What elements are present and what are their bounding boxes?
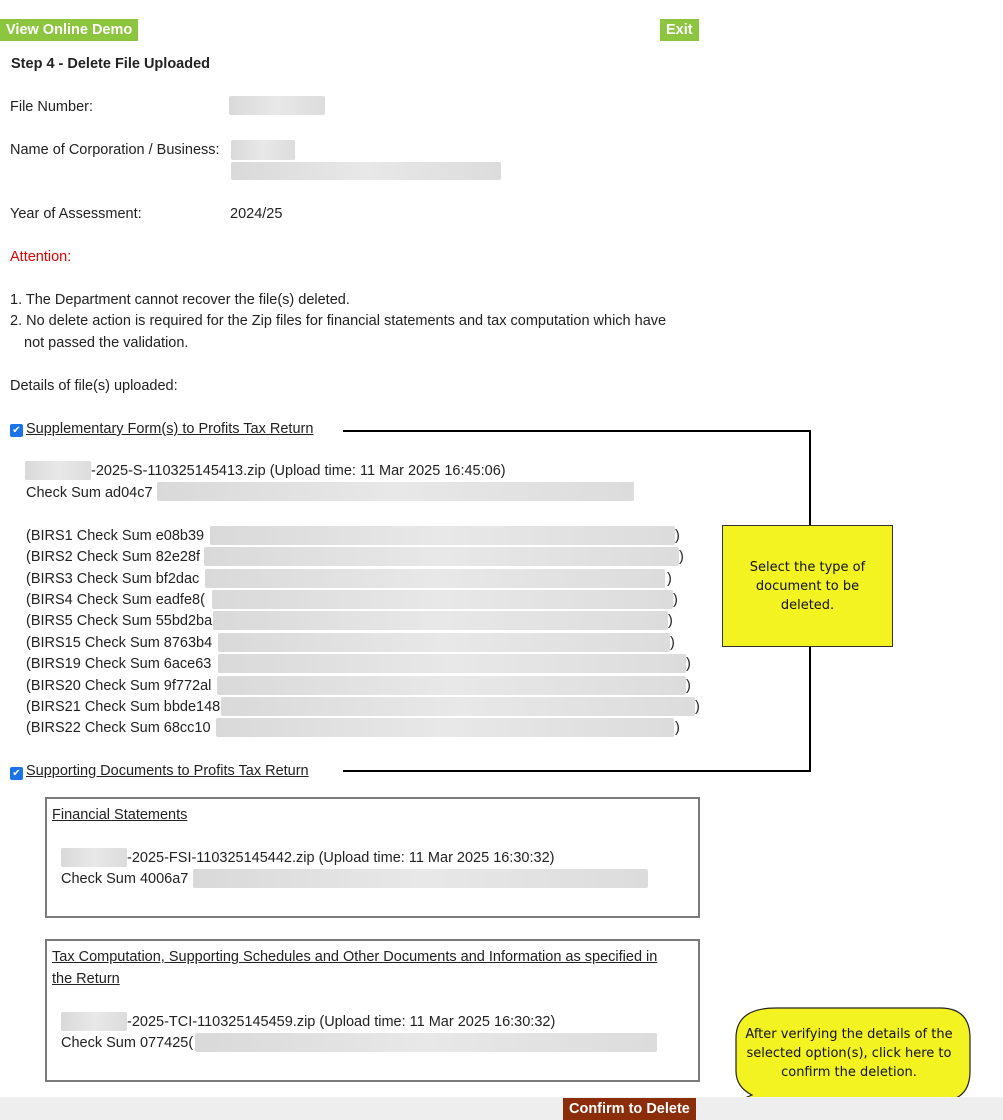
birs-redacted — [213, 611, 668, 630]
fs-title: Financial Statements — [52, 807, 188, 823]
fs-checksum: Check Sum 4006a7 — [61, 871, 189, 887]
tc-title-line1: Tax Computation, Supporting Schedules and Other Documents and Information as specified in — [52, 949, 658, 965]
attention-note-2-cont: not passed the validation. — [24, 335, 189, 351]
file-number-value-redacted — [229, 96, 325, 115]
connector-line-vertical-top — [809, 430, 811, 526]
details-label: Details of file(s) uploaded: — [10, 378, 178, 394]
corp-name-value-redacted-2 — [231, 162, 501, 180]
page-title: Step 4 - Delete File Uploaded — [11, 56, 211, 72]
birs-redacted — [217, 676, 686, 695]
exit-button[interactable]: Exit — [660, 19, 699, 41]
tc-title-line2: the Return — [52, 971, 120, 987]
connector-line-bottom — [343, 770, 810, 772]
year-value: 2024/25 — [230, 206, 283, 222]
year-label: Year of Assessment: — [10, 206, 142, 222]
birs-close: ) — [695, 699, 700, 715]
supp-file-prefix-redacted — [25, 461, 91, 480]
birs-line: (BIRS21 Check Sum bbde148 — [26, 699, 221, 715]
corp-name-value-redacted — [231, 140, 295, 160]
birs-redacted — [218, 633, 670, 652]
birs-redacted — [216, 718, 674, 737]
birs-redacted — [204, 547, 679, 566]
birs-line: (BIRS2 Check Sum 82e28f — [26, 549, 201, 565]
birs-close: ) — [670, 635, 675, 651]
attention-label: Attention: — [10, 249, 72, 265]
birs-line: (BIRS5 Check Sum 55bd2ba — [26, 613, 213, 629]
select-type-callout — [722, 525, 893, 647]
birs-close: ) — [667, 571, 672, 587]
birs-close: ) — [675, 720, 680, 736]
supplementary-checkbox[interactable]: ✔ — [10, 424, 23, 437]
confirm-hint-callout — [740, 1015, 958, 1091]
birs-line: (BIRS20 Check Sum 9f772al — [26, 678, 212, 694]
birs-close: ) — [673, 592, 678, 608]
birs-redacted — [205, 569, 665, 588]
birs-redacted — [210, 526, 675, 545]
confirm-delete-button[interactable]: Confirm to Delete — [563, 1098, 696, 1120]
fs-checksum-redacted — [193, 869, 648, 888]
attention-note-2: 2. No delete action is required for the Zip files for financial statements and tax computation which have — [10, 313, 667, 329]
supp-checksum-redacted — [157, 482, 634, 501]
birs-line: (BIRS19 Check Sum 6ace63 — [26, 656, 212, 672]
file-number-label: File Number: — [10, 99, 93, 115]
supp-checksum: Check Sum ad04c7 — [26, 485, 153, 501]
birs-close: ) — [686, 678, 691, 694]
tc-checksum-redacted — [195, 1033, 657, 1052]
connector-line-top — [343, 430, 810, 432]
corp-name-label: Name of Corporation / Business: — [10, 142, 220, 158]
tc-file-prefix-redacted — [61, 1012, 127, 1031]
birs-line: (BIRS15 Check Sum 8763b4 — [26, 635, 213, 651]
select-type-callout-text: Select the type of document to be deleted. — [749, 559, 866, 613]
view-online-demo-button[interactable]: View Online Demo — [0, 19, 138, 41]
supporting-checkbox[interactable]: ✔ — [10, 767, 23, 780]
tc-file-line: -2025-TCI-110325145459.zip (Upload time: 11 Mar 2025 16:30:32) — [127, 1014, 556, 1030]
confirm-hint-text: After verifying the details of the selected option(s), click here to confirm the deletion. — [745, 1026, 953, 1080]
fs-file-line: -2025-FSI-110325145442.zip (Upload time: 11 Mar 2025 16:30:32) — [127, 850, 555, 866]
birs-line: (BIRS4 Check Sum eadfe8( — [26, 592, 205, 608]
birs-line: (BIRS3 Check Sum bf2dac — [26, 571, 200, 587]
tc-checksum: Check Sum 077425( — [61, 1035, 194, 1051]
birs-line: (BIRS1 Check Sum e08b39 — [26, 528, 205, 544]
birs-close: ) — [668, 613, 673, 629]
attention-note-1: 1. The Department cannot recover the file(s) deleted. — [10, 292, 350, 308]
connector-line-vertical-bottom — [809, 646, 811, 772]
supporting-label[interactable]: Supporting Documents to Profits Tax Return — [26, 763, 309, 779]
birs-close: ) — [686, 656, 691, 672]
supp-file-line: -2025-S-110325145413.zip (Upload time: 11 Mar 2025 16:45:06) — [91, 463, 506, 479]
birs-redacted — [212, 590, 673, 609]
supplementary-label[interactable]: Supplementary Form(s) to Profits Tax Return — [26, 421, 314, 437]
footer-bar — [0, 1097, 1003, 1120]
birs-close: ) — [675, 528, 680, 544]
fs-file-prefix-redacted — [61, 848, 127, 867]
birs-close: ) — [679, 549, 684, 565]
birs-redacted — [218, 654, 686, 673]
birs-line: (BIRS22 Check Sum 68cc10 — [26, 720, 211, 736]
birs-redacted — [221, 697, 695, 716]
